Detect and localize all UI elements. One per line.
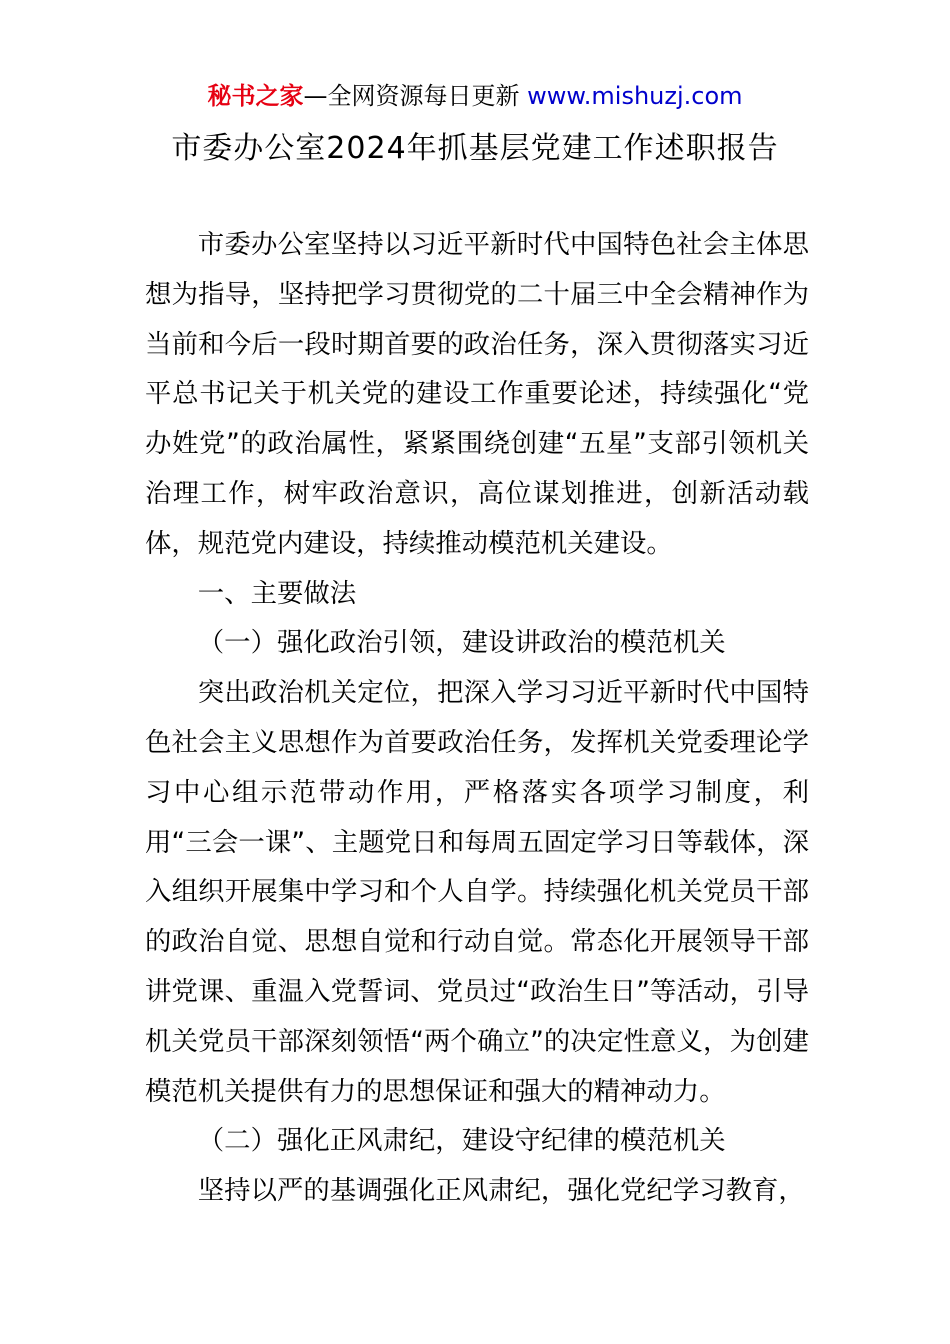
section-heading-main-practices: 一、主要做法: [197, 577, 357, 609]
subsection-heading-discipline: （二）强化正风肃纪，建设守纪律的模范机关: [197, 1125, 726, 1157]
document-body: [145, 220, 809, 1216]
site-url-link[interactable]: www.mishuzj.com: [527, 82, 743, 110]
site-header: [0, 80, 950, 112]
site-tagline: —全网资源每日更新: [303, 82, 520, 110]
document-title: 市委办公室2024年抓基层党建工作述职报告: [171, 131, 779, 166]
subsection-heading-political-leadership: （一）强化政治引领，建设讲政治的模范机关: [197, 627, 726, 659]
intro-paragraph: 市委办公室坚持以习近平新时代中国特色社会主体思想为指导，坚持把学习贯彻党的二十届三中全会精神作为当前和今后一段时期首要的政治任务，深入贯彻落实习近平总书记关于机关党的建设工作重要论述，持续强化“党办姓党”的政治属性，紧紧围绕创建“五星”支部引领机关治理工作，树牢政治意识，高位谋划推进，创新活动载体，规范党内建设，持续推动模范机关建设。: [145, 229, 809, 559]
political-leadership-paragraph: 突出政治机关定位，把深入学习习近平新时代中国特色社会主义思想作为首要政治任务，发挥机关党委理论学习中心组示范带动作用，严格落实各项学习制度，利用“三会一课”、主题党日和每周五固定学习日等载体，深入组织开展集中学习和个人自学。持续强化机关党员干部的政治自觉、思想自觉和行动自觉。常态化开展领导干部讲党课、重温入党誓词、党员过“政治生日”等活动，引导机关党员干部深刻领悟“两个确立”的决定性意义，为创建模范机关提供有力的思想保证和强大的精神动力。: [145, 677, 809, 1107]
discipline-paragraph: 坚持以严的基调强化正风肃纪，强化党纪学习教育，: [197, 1175, 805, 1207]
brand-name: 秘书之家: [207, 82, 304, 110]
